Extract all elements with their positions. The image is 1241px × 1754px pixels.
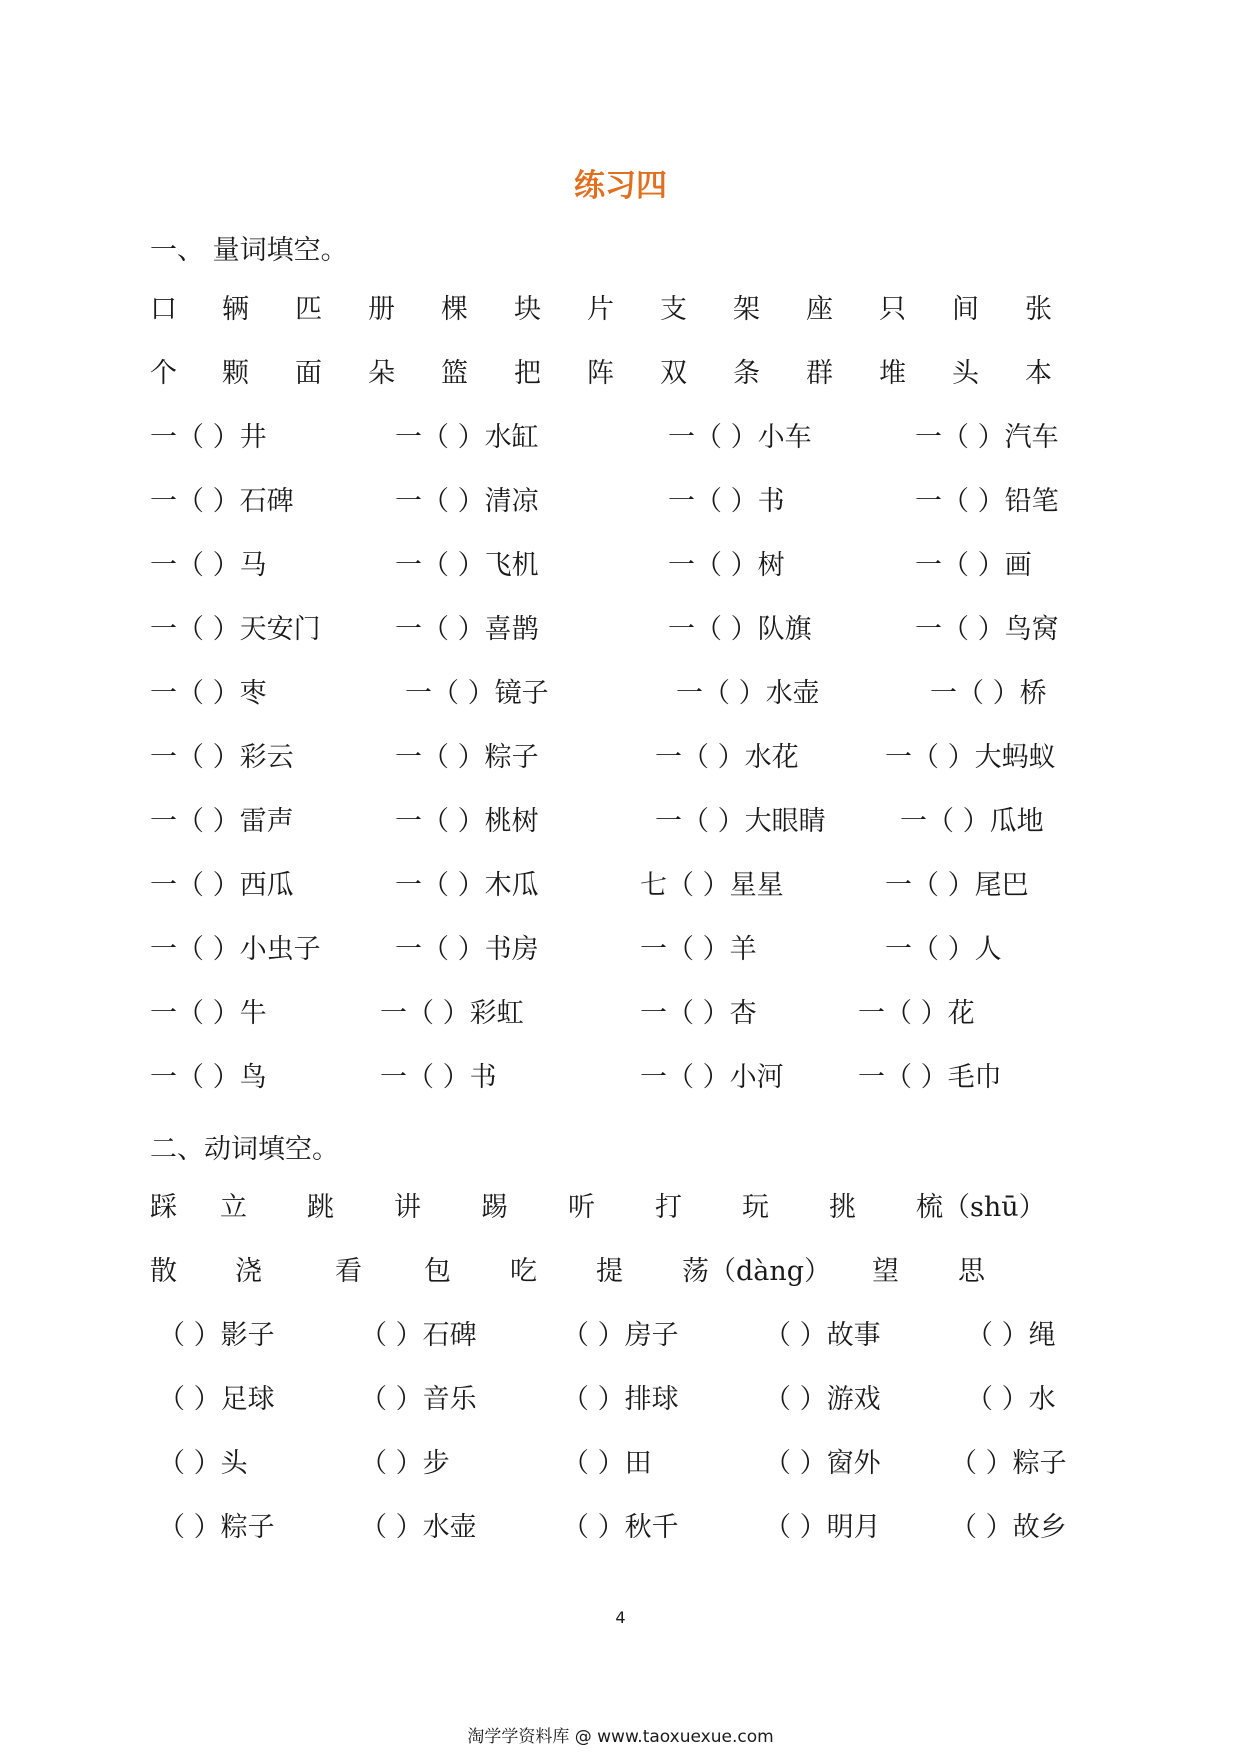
measure-word-bank-row-2 — [0, 354, 1241, 394]
word-bank-item: 只 — [879, 294, 906, 325]
word-bank-item: 群 — [806, 358, 833, 389]
word-bank-item: 跳 — [307, 1192, 334, 1223]
fill-blank-item[interactable]: 一（ ）大眼睛 — [655, 806, 826, 837]
fill-blank-item[interactable]: 一（ ）雷声 — [150, 806, 294, 837]
fill-blank-item[interactable]: 一（ ）牛 — [150, 998, 267, 1029]
fill-blank-item[interactable]: 一（ ）尾巴 — [885, 870, 1029, 901]
word-bank-item: 梳（shū） — [916, 1192, 1046, 1223]
fill-blank-item[interactable]: 一（ ）粽子 — [395, 742, 539, 773]
fill-blank-item[interactable]: 一（ ）汽车 — [915, 422, 1059, 453]
fill-blank-item[interactable]: 一（ ）飞机 — [395, 550, 539, 581]
fill-blank-item[interactable]: 一（ ）水缸 — [395, 422, 539, 453]
word-bank-item: 散 — [150, 1256, 177, 1287]
word-bank-item: 支 — [660, 294, 687, 325]
fill-blank-item[interactable]: 一（ ）瓜地 — [900, 806, 1044, 837]
fill-blank-item[interactable]: （ ）田 — [562, 1448, 652, 1479]
word-bank-item: 吃 — [510, 1256, 537, 1287]
fill-blank-item[interactable]: （ ）粽子 — [158, 1512, 275, 1543]
word-bank-item: 朵 — [368, 358, 395, 389]
word-bank-item: 把 — [514, 358, 541, 389]
fill-blank-item[interactable]: 一（ ）小虫子 — [150, 934, 321, 965]
fill-blank-item[interactable]: 一（ ）石碑 — [150, 486, 294, 517]
measure-exercise-row — [0, 1058, 1241, 1098]
verb-word-bank-row-1 — [0, 1188, 1241, 1228]
fill-blank-item[interactable]: 一（ ）枣 — [150, 678, 267, 709]
word-bank-item: 立 — [220, 1192, 247, 1223]
word-bank-item: 棵 — [441, 294, 468, 325]
fill-blank-item[interactable]: （ ）头 — [158, 1448, 248, 1479]
word-bank-item: 匹 — [295, 294, 322, 325]
word-bank-item: 荡（dàng） — [682, 1256, 832, 1287]
fill-blank-item[interactable]: （ ）影子 — [158, 1320, 275, 1351]
fill-blank-item[interactable]: 一（ ）书房 — [395, 934, 539, 965]
measure-exercise-row — [0, 802, 1241, 842]
word-bank-item: 听 — [568, 1192, 595, 1223]
word-bank-item: 踢 — [481, 1192, 508, 1223]
verb-exercise-row — [0, 1444, 1241, 1484]
measure-exercise-row — [0, 994, 1241, 1034]
fill-blank-item[interactable]: （ ）绳 — [966, 1320, 1056, 1351]
fill-blank-item[interactable]: （ ）故事 — [764, 1320, 881, 1351]
measure-exercise-row — [0, 546, 1241, 586]
page-number: 4 — [615, 1608, 626, 1627]
fill-blank-item[interactable]: 一（ ）鸟窝 — [915, 614, 1059, 645]
fill-blank-item[interactable]: 一（ ）画 — [915, 550, 1032, 581]
fill-blank-item[interactable]: 一（ ）小河 — [640, 1062, 784, 1093]
verb-exercise-row — [0, 1508, 1241, 1548]
word-bank-item: 双 — [660, 358, 687, 389]
word-bank-item: 间 — [952, 294, 979, 325]
fill-blank-item[interactable]: 一（ ）西瓜 — [150, 870, 294, 901]
fill-blank-item[interactable]: （ ）足球 — [158, 1384, 275, 1415]
page-title: 练习四 — [574, 168, 667, 204]
word-bank-item: 口 — [150, 294, 177, 325]
word-bank-item: 册 — [368, 294, 395, 325]
fill-blank-item[interactable]: （ ）故乡 — [950, 1512, 1067, 1543]
word-bank-item: 片 — [587, 294, 614, 325]
fill-blank-item[interactable]: 一（ ）彩云 — [150, 742, 294, 773]
fill-blank-item[interactable]: 一（ ）书 — [380, 1062, 497, 1093]
fill-blank-item[interactable]: （ ）音乐 — [360, 1384, 477, 1415]
verb-exercise-row — [0, 1380, 1241, 1420]
word-bank-item: 思 — [958, 1256, 985, 1287]
measure-exercise-row — [0, 610, 1241, 650]
fill-blank-item[interactable]: 一（ ）镜子 — [405, 678, 549, 709]
fill-blank-item[interactable]: （ ）游戏 — [764, 1384, 881, 1415]
word-bank-item: 看 — [335, 1256, 362, 1287]
fill-blank-item[interactable]: 一（ ）羊 — [640, 934, 757, 965]
fill-blank-item[interactable]: （ ）房子 — [562, 1320, 679, 1351]
fill-blank-item[interactable]: 一（ ）大蚂蚁 — [885, 742, 1056, 773]
fill-blank-item[interactable]: 一（ ）毛巾 — [858, 1062, 1002, 1093]
fill-blank-item[interactable]: 一（ ）桥 — [930, 678, 1047, 709]
measure-word-bank-row-1 — [0, 290, 1241, 330]
word-bank-item: 玩 — [742, 1192, 769, 1223]
fill-blank-item[interactable]: 七（ ）星星 — [640, 870, 784, 901]
word-bank-item: 头 — [952, 358, 979, 389]
fill-blank-item[interactable]: （ ）窗外 — [764, 1448, 881, 1479]
section2-heading: 二、动词填空。 — [150, 1134, 339, 1165]
measure-exercise-row — [0, 674, 1241, 714]
word-bank-item: 本 — [1025, 358, 1052, 389]
measure-exercise-row — [0, 866, 1241, 906]
fill-blank-item[interactable]: 一（ ）彩虹 — [380, 998, 524, 1029]
word-bank-item: 堆 — [879, 358, 906, 389]
fill-blank-item[interactable]: 一（ ）小车 — [668, 422, 812, 453]
fill-blank-item[interactable]: （ ）秋千 — [562, 1512, 679, 1543]
fill-blank-item[interactable]: （ ）水 — [966, 1384, 1056, 1415]
word-bank-item: 个 — [150, 358, 177, 389]
word-bank-item: 讲 — [394, 1192, 421, 1223]
word-bank-item: 张 — [1025, 294, 1052, 325]
fill-blank-item[interactable]: 一（ ）马 — [150, 550, 267, 581]
word-bank-item: 打 — [655, 1192, 682, 1223]
fill-blank-item[interactable]: 一（ ）铅笔 — [915, 486, 1059, 517]
word-bank-item: 条 — [733, 358, 760, 389]
word-bank-item: 提 — [596, 1256, 623, 1287]
fill-blank-item[interactable]: 一（ ）书 — [668, 486, 785, 517]
word-bank-item: 块 — [514, 294, 541, 325]
fill-blank-item[interactable]: 一（ ）树 — [668, 550, 785, 581]
section1-heading: 一、 量词填空。 — [150, 235, 348, 266]
word-bank-item: 座 — [806, 294, 833, 325]
measure-exercise-row — [0, 482, 1241, 522]
word-bank-item: 挑 — [829, 1192, 856, 1223]
fill-blank-item[interactable]: 一（ ）清凉 — [395, 486, 539, 517]
fill-blank-item[interactable]: 一（ ）桃树 — [395, 806, 539, 837]
fill-blank-item[interactable]: （ ）步 — [360, 1448, 450, 1479]
fill-blank-item[interactable]: 一（ ）水壶 — [676, 678, 820, 709]
word-bank-item: 颗 — [222, 358, 249, 389]
fill-blank-item[interactable]: 一（ ）水花 — [655, 742, 799, 773]
word-bank-item: 浇 — [235, 1256, 262, 1287]
fill-blank-item[interactable]: 一（ ）鸟 — [150, 1062, 267, 1093]
fill-blank-item[interactable]: （ ）石碑 — [360, 1320, 477, 1351]
fill-blank-item[interactable]: 一（ ）喜鹊 — [395, 614, 539, 645]
measure-exercise-row — [0, 738, 1241, 778]
fill-blank-item[interactable]: （ ）粽子 — [950, 1448, 1067, 1479]
verb-word-bank-row-2 — [0, 1252, 1241, 1292]
fill-blank-item[interactable]: 一（ ）杏 — [640, 998, 757, 1029]
word-bank-item: 阵 — [587, 358, 614, 389]
fill-blank-item[interactable]: 一（ ）人 — [885, 934, 1002, 965]
word-bank-item: 踩 — [150, 1192, 177, 1223]
word-bank-item: 辆 — [222, 294, 249, 325]
fill-blank-item[interactable]: 一（ ）花 — [858, 998, 975, 1029]
word-bank-item: 面 — [295, 358, 322, 389]
footer-watermark: 淘学学资料库 @ www.taoxuexue.com — [467, 1727, 774, 1747]
measure-exercise-row — [0, 418, 1241, 458]
fill-blank-item[interactable]: 一（ ）队旗 — [668, 614, 812, 645]
word-bank-item: 望 — [872, 1256, 899, 1287]
fill-blank-item[interactable]: （ ）水壶 — [360, 1512, 477, 1543]
verb-exercise-row — [0, 1316, 1241, 1356]
fill-blank-item[interactable]: 一（ ）井 — [150, 422, 267, 453]
word-bank-item: 包 — [424, 1256, 451, 1287]
fill-blank-item[interactable]: 一（ ）天安门 — [150, 614, 321, 645]
fill-blank-item[interactable]: 一（ ）木瓜 — [395, 870, 539, 901]
word-bank-item: 架 — [733, 294, 760, 325]
word-bank-item: 篮 — [441, 358, 468, 389]
measure-exercise-row — [0, 930, 1241, 970]
fill-blank-item[interactable]: （ ）明月 — [764, 1512, 881, 1543]
fill-blank-item[interactable]: （ ）排球 — [562, 1384, 679, 1415]
